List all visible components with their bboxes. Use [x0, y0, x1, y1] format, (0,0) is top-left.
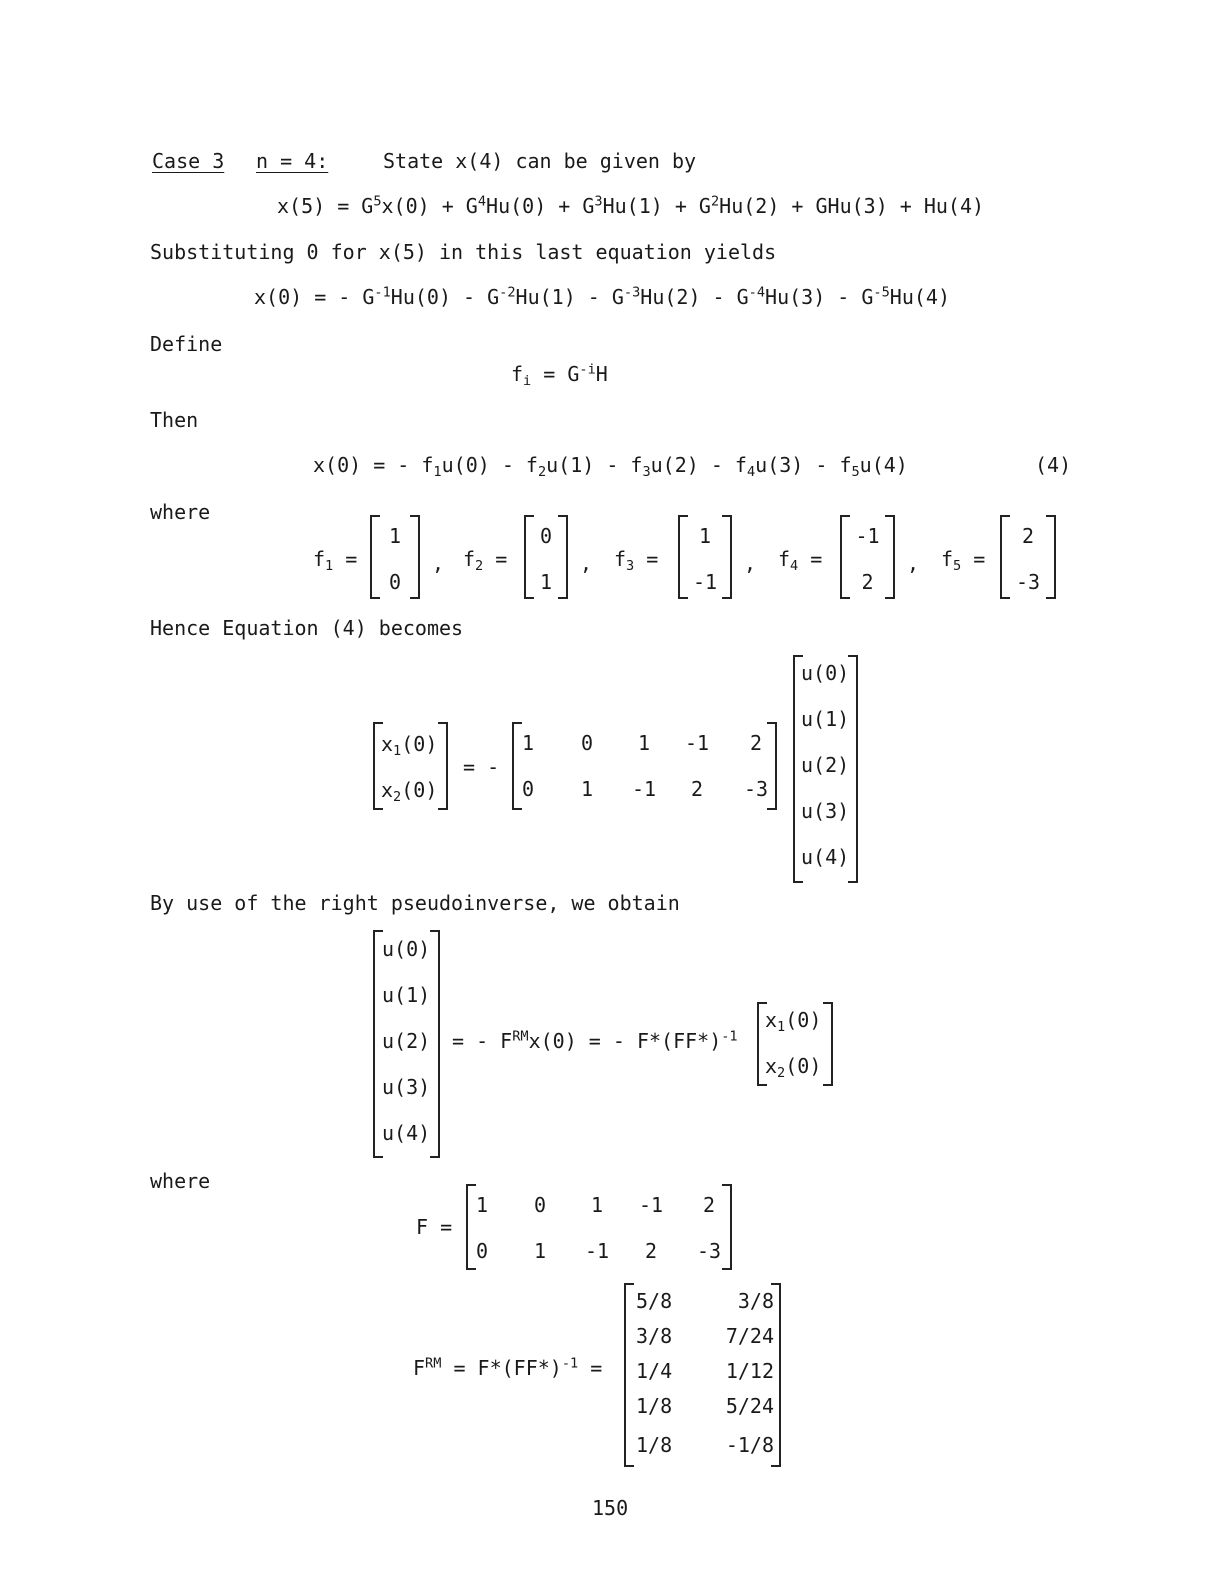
u-vector-right-bracket: [848, 655, 858, 883]
page-number: 150: [592, 1496, 629, 1520]
x-vector2-right-bracket: [823, 1002, 833, 1086]
u-pseudo-entry-4: u(4): [382, 1121, 431, 1145]
FRM-cell-2-0: 1/4: [636, 1359, 673, 1383]
f-vector-top-4: -1: [855, 524, 880, 548]
f-vector-left-bracket-3: [678, 515, 688, 599]
F-def-cell-0-2: 1: [590, 1193, 604, 1217]
F-def-cell-1-3: 2: [644, 1239, 658, 1263]
case-label: Case 3: [152, 149, 225, 173]
F-label: F =: [416, 1215, 453, 1239]
x-vector-entry-2: $x_2(0)$: [381, 778, 438, 806]
u-vector2-right-bracket: [430, 930, 440, 1158]
FRM-cell-1-0: 3/8: [636, 1324, 673, 1348]
f-vector-top-2: 0: [539, 524, 553, 548]
F-def-cell-0-4: 2: [702, 1193, 716, 1217]
text-define: Define: [150, 332, 223, 356]
F-hence-cell-0-0: 1: [521, 731, 535, 755]
text-where-1: where: [150, 500, 211, 524]
equation-x0: x(0) = - $G^{-1}Hu(0) - G^{-2}Hu(1) - G^{-3}Hu(2) - G^{-4}Hu(3) - G^{-5}Hu(4)$: [254, 284, 951, 309]
u-pseudo-entry-3: u(3): [382, 1075, 431, 1099]
intro-line: State x(4) can be given by: [383, 149, 697, 173]
f-vector-comma-2: ,: [580, 551, 593, 575]
f-vector-top-3: 1: [698, 524, 712, 548]
u-hence-entry-4: u(4): [801, 845, 850, 869]
f-vector-left-bracket-5: [1000, 515, 1010, 599]
F-hence-cell-0-3: -1: [684, 731, 710, 755]
u-hence-entry-2: u(2): [801, 753, 850, 777]
u-hence-entry-3: u(3): [801, 799, 850, 823]
FRM-cell-0-0: 5/8: [636, 1289, 673, 1313]
equation-number: (4): [1035, 453, 1072, 477]
FRM-cell-3-1: 5/24: [725, 1394, 774, 1418]
FRM-cell-0-1: 3/8: [737, 1289, 774, 1313]
F-hence-cell-1-2: -1: [631, 777, 657, 801]
equation-then: x(0) = - $f_1u(0) - f_2u(1) - f_3u(2) - f_4u(3) - f_5u(4)$: [313, 453, 908, 481]
f-vector-bottom-5: -3: [1015, 570, 1041, 594]
FRM-label: $F^{RM} = F*(FF*)^{-1}$ =: [413, 1355, 603, 1380]
F-hence-cell-0-4: 2: [749, 731, 763, 755]
u-hence-entry-1: u(1): [801, 707, 850, 731]
F-def-cell-1-4: -3: [696, 1239, 722, 1263]
x-vector2-entry-1: $x_1(0)$: [765, 1008, 822, 1036]
FRM-cell-4-1: -1/8: [725, 1433, 774, 1457]
f-vector-bottom-3: -1: [692, 570, 718, 594]
equation-pseudo: = - $F^{RM}x(0)$ = - $F*(FF*)^{-1}$: [452, 1028, 738, 1053]
F-hence-cell-1-1: 1: [580, 777, 594, 801]
f-vector-left-bracket-4: [840, 515, 850, 599]
text-then: Then: [150, 408, 199, 432]
F-def-cell-0-0: 1: [475, 1193, 489, 1217]
f-vector-right-bracket-1: [410, 515, 420, 599]
F-def-cell-0-1: 0: [533, 1193, 547, 1217]
F-hence-cell-1-0: 0: [521, 777, 535, 801]
x-vector-entry-1: $x_1(0)$: [381, 732, 438, 760]
FRM-cell-3-0: 1/8: [636, 1394, 673, 1418]
f-vector-left-bracket-1: [370, 515, 380, 599]
u-pseudo-entry-1: u(1): [382, 983, 431, 1007]
FRM-cell-4-0: 1/8: [636, 1433, 673, 1457]
x-vector-right-bracket: [438, 722, 448, 810]
F-def-cell-1-0: 0: [475, 1239, 489, 1263]
f-vector-bottom-4: 2: [861, 570, 874, 594]
f-vector-right-bracket-5: [1046, 515, 1056, 599]
f-vector-comma-1: ,: [432, 551, 445, 575]
f-vector-label-5: $f_5$ =: [941, 547, 986, 575]
f-vector-label-4: $f_4$ =: [778, 547, 823, 575]
f-vector-top-1: 1: [388, 524, 402, 548]
f-vector-right-bracket-4: [885, 515, 895, 599]
f-vector-label-2: $f_2$ =: [463, 547, 508, 575]
u-pseudo-entry-2: u(2): [382, 1029, 431, 1053]
x-vector2-entry-2: $x_2(0)$: [765, 1054, 822, 1082]
FRM-matrix-left-bracket: [624, 1283, 634, 1467]
u-pseudo-entry-0: u(0): [382, 937, 431, 961]
f-vector-comma-3: ,: [744, 551, 757, 575]
f-vector-right-bracket-3: [722, 515, 732, 599]
F-def-cell-1-2: -1: [584, 1239, 610, 1263]
text-pseudo: By use of the right pseudoinverse, we obtain: [150, 891, 680, 915]
F-hence-cell-0-2: 1: [637, 731, 651, 755]
text-hence: Hence Equation (4) becomes: [150, 616, 464, 640]
equation-define: $f_i = G^{-i}H$: [511, 361, 608, 390]
F-hence-cell-1-4: -3: [743, 777, 769, 801]
f-vector-bottom-2: 1: [539, 570, 553, 594]
text-substituting: Substituting 0 for x(5) in this last equation yields: [150, 240, 777, 264]
n-label: n = 4:: [256, 149, 329, 173]
FRM-cell-2-1: 1/12: [725, 1359, 774, 1383]
f-vector-top-5: 2: [1021, 524, 1035, 548]
FRM-cell-1-1: 7/24: [725, 1324, 774, 1348]
u-hence-entry-0: u(0): [801, 661, 850, 685]
F-hence-cell-0-1: 0: [580, 731, 594, 755]
text-where-2: where: [150, 1169, 211, 1193]
equals-minus-1: = -: [463, 755, 500, 779]
f-vector-label-3: $f_3$ =: [614, 547, 659, 575]
f-vector-bottom-1: 0: [388, 570, 402, 594]
F-hence-cell-1-3: 2: [690, 777, 704, 801]
f-vector-label-1: $f_1$ =: [313, 547, 358, 575]
F-def-cell-0-3: -1: [638, 1193, 664, 1217]
f-vector-comma-4: ,: [907, 551, 920, 575]
F-def-cell-1-1: 1: [533, 1239, 547, 1263]
equation-state: $x(5) = G^5x(0) + G^4Hu(0) + G^3Hu(1) + G^2Hu(2) + GHu(3) + Hu(4)$: [277, 193, 985, 218]
